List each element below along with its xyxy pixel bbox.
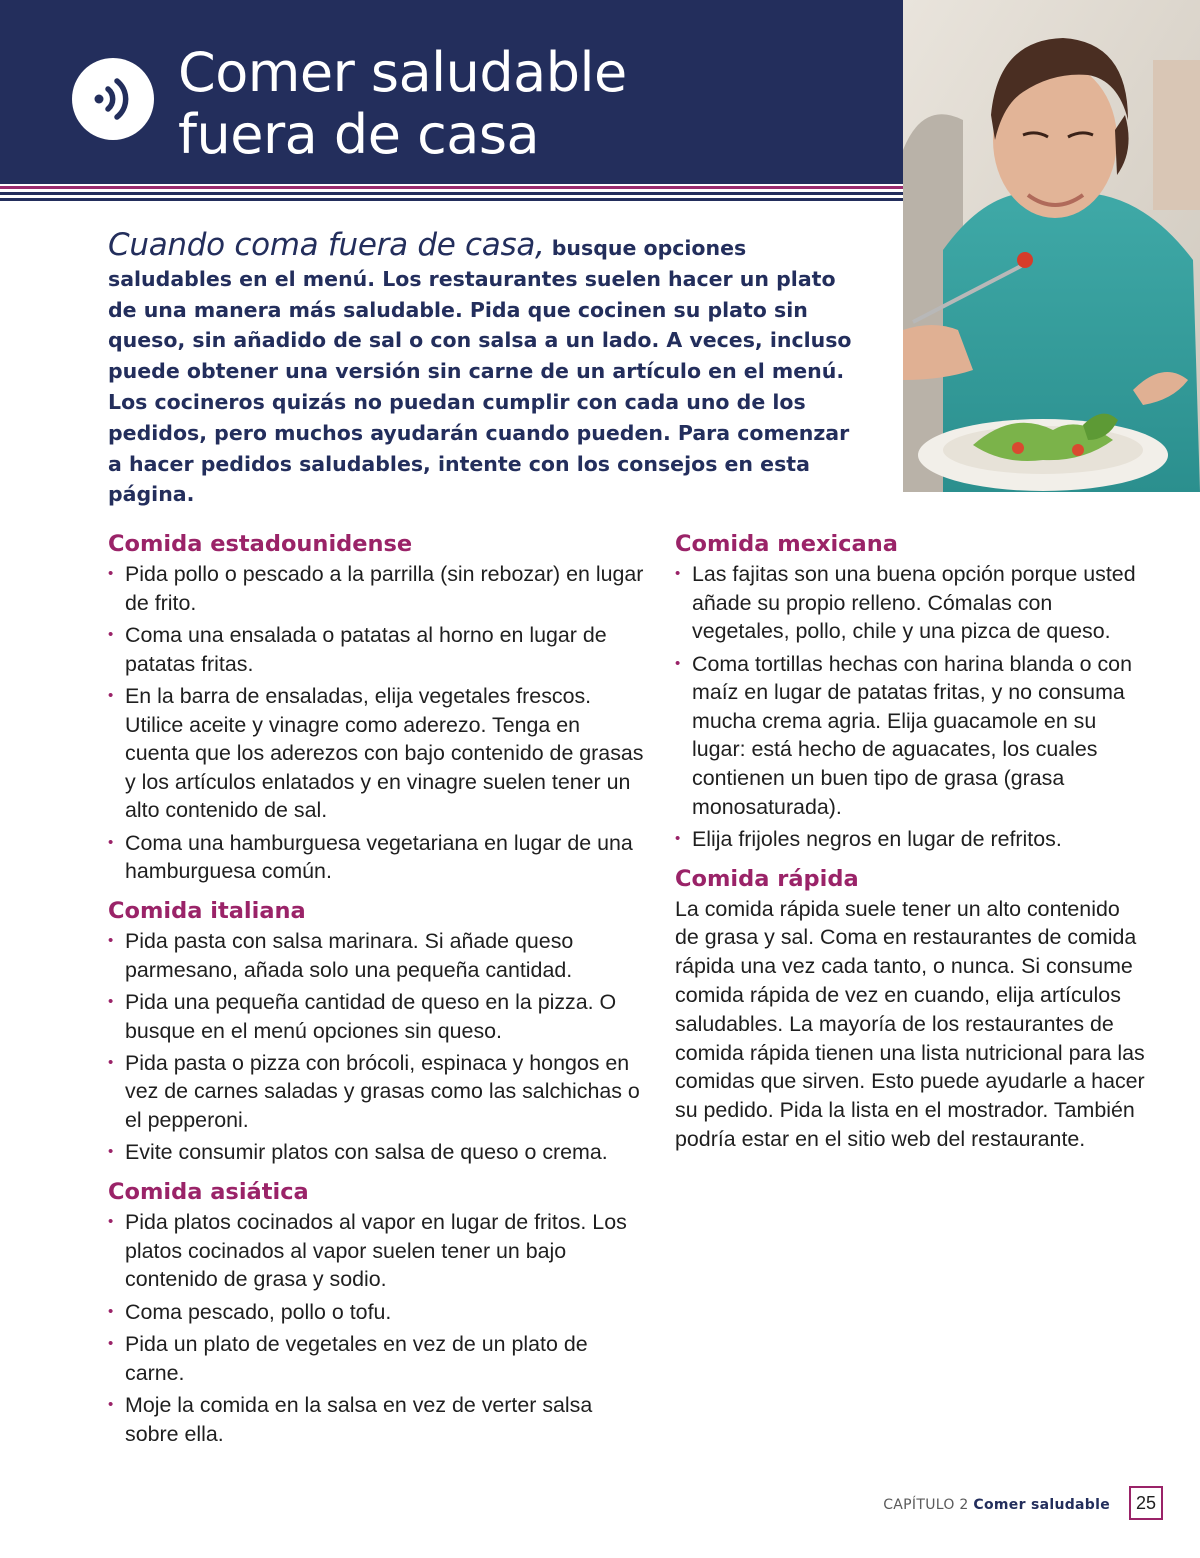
section-title-mexican: Comida mexicana — [675, 531, 898, 557]
bullet: • — [108, 1213, 114, 1231]
bullet: • — [108, 686, 114, 704]
page-number: 25 — [1129, 1486, 1163, 1520]
page-title-line: fuera de casa — [178, 103, 540, 166]
section-title-american: Comida estadounidense — [108, 531, 413, 557]
page-footer — [883, 1497, 1110, 1513]
fast-food-paragraph: La comida rápida suele tener un alto contenido de grasa y sal. Coma en restaurantes de comida rápida una vez cada tanto, o nunca. Si consume comida rápida de vez en cuando, elija artículos saludables. La mayoría de los restaurantes de comida rápida tienen una lista nutricional para las comidas que sirven. Esto puede ayudarle a hacer su pedido. Pida la lista en el mostrador. También podría estar en el sitio web del restaurante. — [675, 896, 1145, 1151]
left-column — [108, 528, 648, 1457]
bullet: • — [108, 1396, 114, 1414]
page-title — [178, 42, 627, 166]
list-item: • Coma tortillas hechas con harina blanda o con maíz en lugar de patatas fritas, y no consuma mucha crema agria. Elija guacamole en su lugar: está hecho de aguacates, los cuales contienen un buen tipo de grasa (grasa monosaturada). — [675, 651, 1132, 819]
list-item: • Coma una hamburguesa vegetariana en lugar de una hamburguesa común. — [108, 830, 633, 884]
chapter-label: CAPÍTULO 2 — [883, 1497, 969, 1513]
bullet: • — [675, 565, 681, 582]
bullet: • — [675, 654, 681, 672]
intro-lead: Cuando coma fuera de casa, — [108, 227, 545, 263]
audio-button[interactable] — [72, 58, 154, 140]
photo-woman-eating-salad — [903, 0, 1200, 492]
intro-body: busque opciones saludables en el menú. Los restaurantes suelen hacer un plato de una manera más saludable. Pida que cocinen su plato sin queso, sin añadido de sal o con salsa a un lado. A veces, incluso puede obtener una versión sin carne de un artículo en el menú. Los cocineros quizás no puedan cumplir con cada uno de los pedidos, pero muchos ayudarán cuando pueden. Para comenzar a hacer pedidos saludables, intente con los consejos en esta página. — [108, 236, 852, 507]
bullet: • — [108, 565, 114, 582]
list-item: • Pida pollo o pescado a la parrilla (sin rebozar) en lugar de frito. — [108, 562, 644, 615]
section-title-fast-food: Comida rápida — [675, 865, 859, 892]
divider-line — [0, 186, 903, 189]
bullet: • — [108, 992, 114, 1010]
divider-line — [0, 192, 903, 195]
list-item: • Coma una ensalada o patatas al horno en lugar de patatas fritas. — [108, 622, 607, 676]
list-item: • Pida pasta con salsa marinara. Si añade queso parmesano, añada solo una pequeña cantidad. — [108, 928, 574, 982]
bullet: • — [108, 1335, 114, 1353]
list-item: • En la barra de ensaladas, elija vegetales frescos. Utilice aceite y vinagre como aderezo. Tenga en cuenta que los aderezos con bajo contenido de grasas y los artículos enlatados y en vinagre suelen tener un alto contenido de sal. — [108, 683, 644, 823]
list-item: • Evite consumir platos con salsa de queso o crema. — [108, 1138, 648, 1167]
page-title-line: Comer saludable — [178, 41, 627, 104]
section-title-asian: Comida asiática — [108, 1179, 309, 1206]
list-item: • Coma pescado, pollo o tofu. — [108, 1298, 648, 1327]
bullet: • — [108, 931, 114, 949]
section-title-italian: Comida italiana — [108, 897, 306, 924]
list-item: • Las fajitas son una buena opción porque usted añade su propio relleno. Cómalas con vegetales, pollo, chile y una pizca de queso. — [675, 562, 1136, 644]
asian-tips-list — [108, 1208, 648, 1448]
bullet: • — [675, 829, 681, 847]
italian-tips-list — [108, 927, 648, 1167]
divider-line — [0, 198, 903, 201]
bullet: • — [108, 1053, 114, 1071]
mexican-tips-list — [675, 560, 1145, 854]
list-item: • Pida platos cocinados al vapor en lugar de fritos. Los platos cocinados al vapor suelen tener un bajo contenido de grasa y sodio. — [108, 1210, 627, 1292]
list-item: • Pida pasta o pizza con brócoli, espinaca y hongos en vez de carnes saladas y grasas como las salchichas o el pepperoni. — [108, 1050, 640, 1133]
intro-paragraph — [108, 227, 868, 510]
list-item: • Elija frijoles negros en lugar de refritos. — [675, 825, 1145, 854]
list-item: • Moje la comida en la salsa en vez de verter salsa sobre ella. — [108, 1393, 593, 1446]
american-tips-list — [108, 560, 648, 886]
bullet: • — [108, 625, 114, 643]
chapter-title: Comer saludable — [973, 1497, 1110, 1513]
bullet: • — [108, 1302, 114, 1320]
list-item: • Pida un plato de vegetales en vez de un plato de carne. — [108, 1332, 588, 1385]
bullet: • — [108, 1143, 114, 1161]
right-column — [675, 528, 1145, 1154]
bullet: • — [108, 833, 114, 851]
audio-waves-icon — [86, 72, 140, 126]
list-item: • Pida una pequeña cantidad de queso en la pizza. O busque en el menú opciones sin queso. — [108, 989, 617, 1043]
